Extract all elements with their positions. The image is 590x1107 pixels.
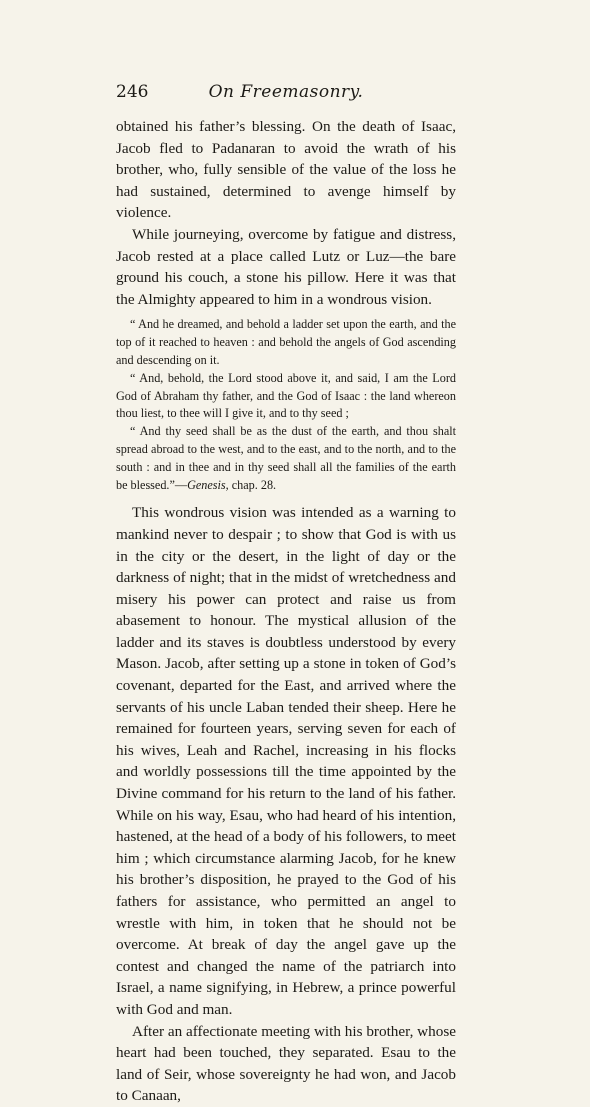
- paragraph-2: While journeying, overcome by fatigue and distress, Jacob rested at a place called Lutz or Luz—the bare ground his couch, a stone his pillow. Here it was that the Almighty appeared to him in a wondrous vision.: [116, 225, 456, 308]
- quote-verse-2: “ And, behold, the Lord stood above it, and said, I am the Lord God of Abraham thy father, and the God of Isaac : the land whereon thou liest, to thee will I give it, and to thy seed ;: [116, 370, 456, 421]
- page-header: [116, 82, 456, 106]
- quote-verse-3: [116, 423, 456, 494]
- paragraph-3: This wondrous vision was intended as a warning to mankind never to despair ; to show that God is with us in the city or the desert, in the light of day or the darkness of night; that in the midst of wretchedness and misery his power can protect and raise us from abasement to honour. The mystical allusion of the ladder and its staves is doubtless understood by every Mason. Jacob, after setting up a stone in token of God’s covenant, departed for the East, and arrived where the servants of his uncle Laban tended their sheep. Here he remained for fourteen years, serving seven for each of his wives, Leah and Rachel, increasing in his flocks and worldly possessions till the time appointed by the Divine command for his return to the land of his father. While on his way, Esau, who had heard of his intention, hastened, at the head of a body of his followers, to meet him ; which circumstance alarming Jacob, for he knew his brother’s disposition, he prayed to the God of his fathers for assistance, who permitted an angel to wrestle with him, in token that he should not be overcome. At break of day the angel gave up the contest and changed the name of the patriarch into Israel, a name signifying, in Hebrew, a prince powerful with God and man.: [116, 504, 456, 1018]
- page-number: 246: [116, 82, 149, 102]
- quote-verse-3-text: “ And thy seed shall be as the dust of the earth, and thou shalt spread abroad to the west, and to the east, and to the north, and to the south : and in thee and in thy seed shall all the families of the earth be blessed.”—: [116, 424, 456, 492]
- quote-verse-1: “ And he dreamed, and behold a ladder set upon the earth, and the top of it reached to heaven : and behold the angels of God ascending and descending on it.: [116, 317, 456, 367]
- quote-citation: Genesis,: [187, 477, 229, 492]
- quote-citation-chapter: chap. 28.: [228, 477, 277, 492]
- paragraph-4: After an affectionate meeting with his brother, whose heart had been touched, they separated. Esau to the land of Seir, whose sovereignty he had won, and Jacob to Canaan,: [116, 1022, 456, 1105]
- paragraph-1: obtained his father’s blessing. On the death of Isaac, Jacob fled to Padanaran to avoid the wrath of his brother, who, fully sensible of the value of the loss he had sustained, determined to avenge himself by violence.: [116, 118, 456, 222]
- scripture-quote: [116, 316, 456, 494]
- running-title: On Freemasonry.: [208, 82, 364, 102]
- body-text: [116, 116, 456, 1107]
